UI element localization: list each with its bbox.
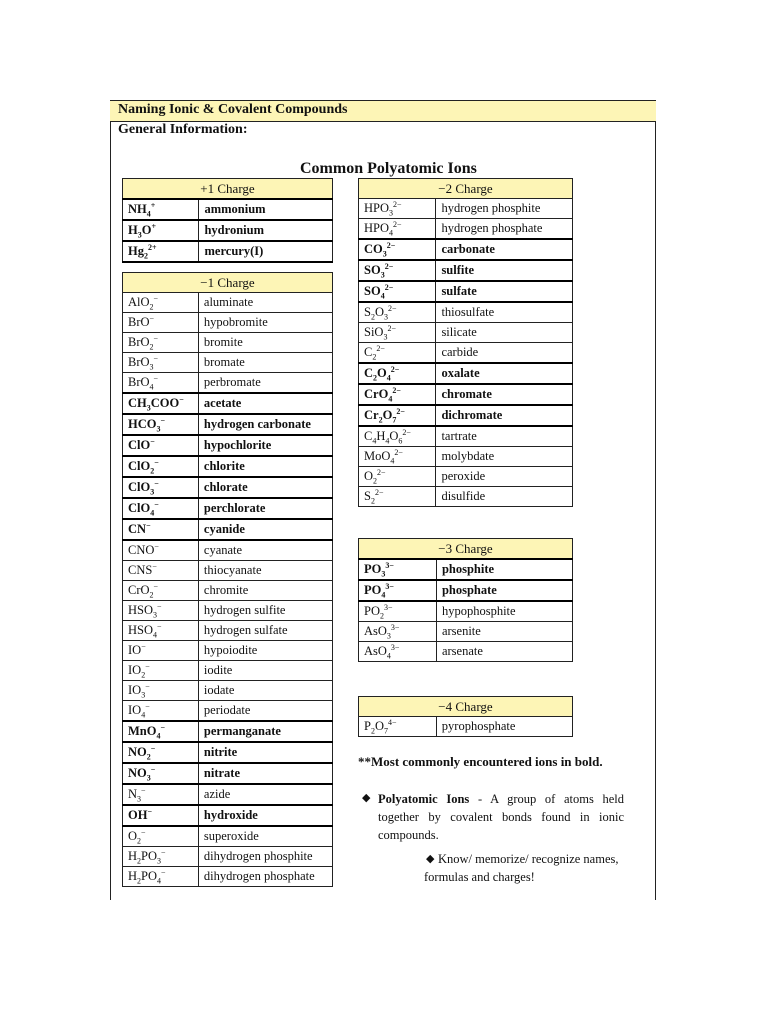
- ion-row: [359, 219, 573, 240]
- right-border-rule: [655, 100, 656, 900]
- ion-name: hydrogen phosphite: [436, 199, 573, 219]
- ion-row: [123, 435, 333, 456]
- ion-row: [123, 498, 333, 519]
- ion-formula: $CO_3^{2-}$: [359, 239, 436, 260]
- ion-row: [359, 580, 573, 601]
- ion-row: [359, 717, 573, 737]
- ion-row: [123, 847, 333, 867]
- minus2-charge-table: [358, 178, 573, 507]
- ion-name: permanganate: [198, 721, 332, 742]
- minus4-charge-table: [358, 696, 573, 737]
- ion-row: [123, 826, 333, 847]
- ion-name: hydroxide: [198, 805, 332, 826]
- ion-name: dihydrogen phosphate: [198, 867, 332, 887]
- ion-name: phosphite: [436, 559, 572, 580]
- ion-row: [359, 343, 573, 364]
- ion-row: [123, 456, 333, 477]
- minus1-charge-header: −1 Charge: [123, 273, 333, 293]
- ion-formula: ClO−: [123, 435, 199, 456]
- ion-row: [359, 239, 573, 260]
- section-subtitle: General Information:: [118, 122, 248, 137]
- ion-formula: $IO_3^-$: [123, 681, 199, 701]
- ion-name: hydrogen carbonate: [198, 414, 332, 435]
- left-border-rule: [110, 100, 111, 900]
- ion-formula: $HCO_3^-$: [123, 414, 199, 435]
- ion-row: [359, 363, 573, 384]
- ion-name: superoxide: [198, 826, 332, 847]
- ion-row: [123, 540, 333, 561]
- ion-name: dichromate: [436, 405, 573, 426]
- ion-row: [123, 293, 333, 313]
- ion-row: [359, 323, 573, 343]
- ion-name: iodite: [198, 661, 332, 681]
- minus1-charge-table: [122, 272, 333, 887]
- ion-row: [359, 260, 573, 281]
- ion-formula: AlO$_2$−: [123, 293, 199, 313]
- ion-formula: BrO−: [123, 313, 199, 333]
- ion-name: hypochlorite: [198, 435, 332, 456]
- ion-row: [123, 784, 333, 805]
- ion-formula: AsO$_4^{3-}$: [359, 642, 437, 662]
- ion-row: [123, 867, 333, 887]
- ion-formula: $IO_2^-$: [123, 661, 199, 681]
- ion-formula: $O_2^-$: [123, 826, 199, 847]
- ion-row: [123, 519, 333, 540]
- ion-formula: $S_2^{2-}$: [359, 487, 436, 507]
- ion-name: iodate: [198, 681, 332, 701]
- ion-name: cyanate: [198, 540, 332, 561]
- ion-formula: CrO$_2$−: [123, 581, 199, 601]
- definition-text: - A group of atoms held together by covalent bonds found in ionic compounds.: [378, 792, 624, 842]
- minus4-charge-header: −4 Charge: [359, 697, 573, 717]
- ion-formula: $S_2O_3^{2-}$: [359, 302, 436, 323]
- ion-formula: $PO_4^{3-}$: [359, 580, 437, 601]
- ion-row: [359, 384, 573, 405]
- ion-name: nitrite: [198, 742, 332, 763]
- ion-row: [123, 581, 333, 601]
- ion-formula: $HPO_3^{2-}$: [359, 199, 436, 219]
- ion-name: oxalate: [436, 363, 573, 384]
- ion-formula: $NH_4^+$: [123, 199, 199, 220]
- ion-formula: $PO_2^{3-}$: [359, 601, 437, 622]
- ion-row: [123, 721, 333, 742]
- ion-name: tartrate: [436, 426, 573, 447]
- ion-formula: MnO$_4$−: [123, 721, 199, 742]
- ion-name: aluminate: [198, 293, 332, 313]
- ion-name: ammonium: [199, 199, 333, 220]
- title-bar: [110, 100, 656, 122]
- table-heading: Common Polyatomic Ions: [300, 160, 477, 177]
- ion-formula: $CH_3COO^-$: [123, 393, 199, 414]
- ion-row: [123, 763, 333, 784]
- ion-formula: SiO$_3^{2-}$: [359, 323, 436, 343]
- ion-formula: $C_2O_4^{2-}$: [359, 363, 436, 384]
- minus2-charge-header: −2 Charge: [359, 179, 573, 199]
- ion-row: [123, 621, 333, 641]
- ion-formula: $NO_3^-$: [123, 763, 199, 784]
- plus1-charge-table: [122, 178, 333, 263]
- ion-formula: $PO_3^{3-}$: [359, 559, 437, 580]
- ion-formula: $C_4H_4O_6^{2-}$: [359, 426, 436, 447]
- diamond-bullet-icon: ◆: [426, 853, 435, 865]
- ion-name: chromite: [198, 581, 332, 601]
- ion-formula: MoO$_4^{2-}$: [359, 447, 436, 467]
- ion-name: bromite: [198, 333, 332, 353]
- ion-row: [123, 681, 333, 701]
- ion-row: [359, 405, 573, 426]
- ion-name: dihydrogen phosphite: [198, 847, 332, 867]
- ion-name: pyrophosphate: [436, 717, 572, 737]
- ion-formula: $H_3O^+$: [123, 220, 199, 241]
- ion-formula: $Hg_2^{2+}$: [123, 241, 199, 262]
- ion-row: [359, 199, 573, 219]
- ion-formula: CNS−: [123, 561, 199, 581]
- minus3-charge-header: −3 Charge: [359, 539, 573, 560]
- ion-row: [359, 467, 573, 487]
- ion-row: [123, 353, 333, 373]
- ion-formula: $NO_2^-$: [123, 742, 199, 763]
- ion-name: sulfate: [436, 281, 573, 302]
- ion-formula: $HSO_3^-$: [123, 601, 199, 621]
- ion-formula: $H_2PO_3^-$: [123, 847, 199, 867]
- ion-formula: BrO$_2$−: [123, 333, 199, 353]
- ion-row: [123, 241, 333, 262]
- ion-name: phosphate: [436, 580, 572, 601]
- ion-formula: $HSO_4^-$: [123, 621, 199, 641]
- ion-row: [123, 393, 333, 414]
- ion-row: [359, 302, 573, 323]
- ion-name: thiosulfate: [436, 302, 573, 323]
- ion-row: [123, 701, 333, 722]
- ion-formula: ClO$_2$−: [123, 456, 199, 477]
- ion-formula: $IO_4^-$: [123, 701, 199, 722]
- ion-name: perbromate: [198, 373, 332, 394]
- ion-row: [123, 477, 333, 498]
- polyatomic-ion-definition: [378, 790, 624, 844]
- ion-name: sulfite: [436, 260, 573, 281]
- ion-name: perchlorate: [198, 498, 332, 519]
- ion-row: [359, 622, 573, 642]
- ion-formula: IO−: [123, 641, 199, 661]
- ion-name: carbonate: [436, 239, 573, 260]
- ion-name: hydrogen sulfite: [198, 601, 332, 621]
- ion-row: [123, 805, 333, 826]
- ion-name: periodate: [198, 701, 332, 722]
- ion-row: [123, 414, 333, 435]
- ion-name: cyanide: [198, 519, 332, 540]
- ion-row: [123, 561, 333, 581]
- ion-formula: $SO_3^{2-}$: [359, 260, 436, 281]
- ion-formula: CNO−: [123, 540, 199, 561]
- ion-row: [123, 220, 333, 241]
- ion-formula: BrO$_4$−: [123, 373, 199, 394]
- plus1-charge-header: +1 Charge: [123, 179, 333, 200]
- ion-name: arsenate: [436, 642, 572, 662]
- ion-row: [123, 641, 333, 661]
- document-title: Naming Ionic & Covalent Compounds: [118, 102, 348, 117]
- ion-formula: $SO_4^{2-}$: [359, 281, 436, 302]
- ion-formula: CrO$_4^{2-}$: [359, 384, 436, 405]
- ion-name: chlorate: [198, 477, 332, 498]
- ion-formula: AsO$_3^{3-}$: [359, 622, 437, 642]
- ion-name: carbide: [436, 343, 573, 364]
- ion-name: hypobromite: [198, 313, 332, 333]
- ion-row: [123, 199, 333, 220]
- ion-formula: $P_2O_7^{4-}$: [359, 717, 437, 737]
- ion-name: hypoiodite: [198, 641, 332, 661]
- ion-name: peroxide: [436, 467, 573, 487]
- ion-name: molybdate: [436, 447, 573, 467]
- ion-name: hydrogen sulfate: [198, 621, 332, 641]
- ion-name: hydronium: [199, 220, 333, 241]
- ion-name: silicate: [436, 323, 573, 343]
- ion-row: [359, 281, 573, 302]
- ion-name: bromate: [198, 353, 332, 373]
- ion-formula: ClO$_3$−: [123, 477, 199, 498]
- ion-name: mercury(I): [199, 241, 333, 262]
- ion-formula: $N_3^-$: [123, 784, 199, 805]
- ion-row: [359, 487, 573, 507]
- ion-row: [123, 373, 333, 394]
- ion-name: azide: [198, 784, 332, 805]
- ion-formula: $C_2^{2-}$: [359, 343, 436, 364]
- ion-formula: CN−: [123, 519, 199, 540]
- ion-name: chlorite: [198, 456, 332, 477]
- ion-row: [359, 642, 573, 662]
- ion-formula: BrO$_3$−: [123, 353, 199, 373]
- ion-name: chromate: [436, 384, 573, 405]
- ion-formula: $O_2^{2-}$: [359, 467, 436, 487]
- diamond-bullet-icon: ◆: [362, 792, 371, 804]
- ion-row: [123, 661, 333, 681]
- minus3-charge-table: [358, 538, 573, 662]
- ion-formula: ClO$_4$−: [123, 498, 199, 519]
- ion-name: disulfide: [436, 487, 573, 507]
- ion-row: [123, 601, 333, 621]
- ion-formula: $HPO_4^{2-}$: [359, 219, 436, 240]
- memorize-tip: Know/ memorize/ recognize names, formulas and charges!: [424, 852, 619, 884]
- ion-formula: $Cr_2O_7^{2-}$: [359, 405, 436, 426]
- ion-row: [359, 559, 573, 580]
- ion-name: hydrogen phosphate: [436, 219, 573, 240]
- bold-ions-note: **Most commonly encountered ions in bold.: [358, 754, 603, 769]
- ion-row: [359, 447, 573, 467]
- ion-name: thiocyanate: [198, 561, 332, 581]
- ion-formula: $H_2PO_4^-$: [123, 867, 199, 887]
- ion-name: hypophosphite: [436, 601, 572, 622]
- ion-name: arsenite: [436, 622, 572, 642]
- ion-row: [123, 742, 333, 763]
- ion-row: [123, 313, 333, 333]
- ion-row: [359, 601, 573, 622]
- ion-row: [359, 426, 573, 447]
- definition-term: Polyatomic Ions: [378, 792, 470, 806]
- ion-formula: OH−: [123, 805, 199, 826]
- ion-name: acetate: [198, 393, 332, 414]
- ion-name: nitrate: [198, 763, 332, 784]
- ion-row: [123, 333, 333, 353]
